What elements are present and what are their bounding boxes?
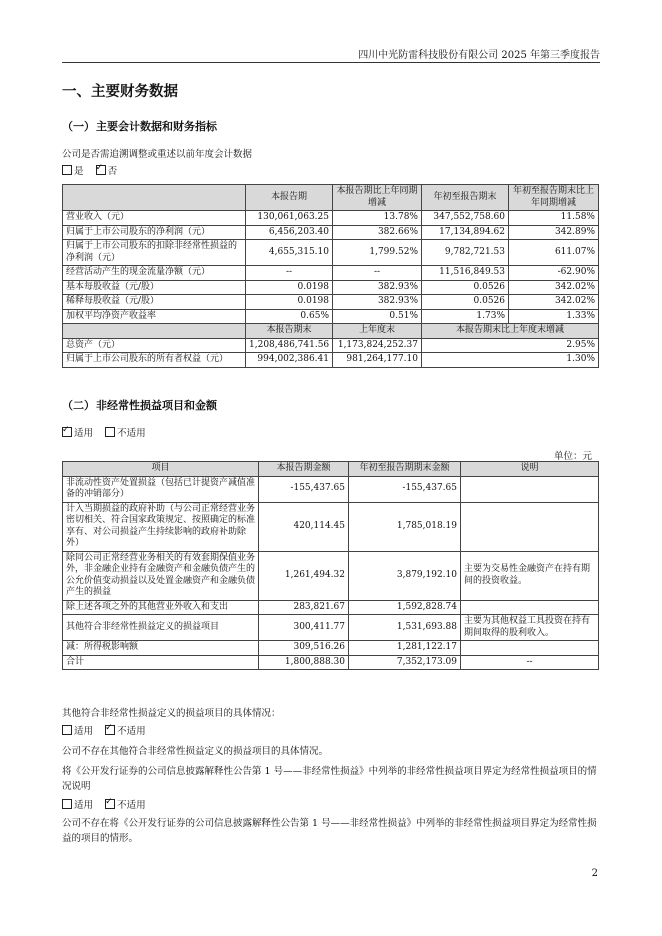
row-label: 加权平均净资产收益率 (63, 309, 246, 324)
row-label: 减：所得税影响额 (63, 641, 259, 656)
row-label: 营业收入（元） (63, 211, 246, 226)
checkbox-applicable-no[interactable] (105, 427, 115, 437)
table-cell: 1.73% (422, 309, 509, 324)
header-divider (62, 62, 600, 63)
checkbox-other-applicable[interactable] (62, 725, 72, 735)
table-cell: 2.95% (422, 338, 599, 353)
financial-indicators-table (62, 184, 599, 368)
other-not-applicable-label: 不适用 (117, 726, 146, 737)
table-cell (461, 600, 599, 615)
table-header-cell: 项目 (63, 462, 259, 477)
table-header-cell: 本报告期比上年同期增减 (333, 185, 422, 211)
subsection-title-1 (62, 118, 217, 134)
table-row (63, 295, 599, 310)
table-cell: 981,264,177.10 (333, 353, 422, 368)
table-cell: 420,114.45 (259, 502, 349, 551)
table-cell: 0.65% (246, 309, 333, 324)
reclass-title: 将《公开发行证券的公司信息披露解释性公告第 1 号——非经常性损益》中列举的非经常性损益项目界定为经常性损益项目的情况说明 (62, 766, 597, 792)
table-cell: 1,785,018.19 (349, 502, 461, 551)
checkbox-restate-yes[interactable] (62, 165, 72, 175)
checkbox-reclass-applicable[interactable] (62, 799, 72, 809)
table-cell: 1,531,693.88 (349, 615, 461, 641)
table-cell: 1,281,122.17 (349, 641, 461, 656)
section-title: 一、主要财务数据 (62, 84, 178, 100)
table-cell: 1,800,888.30 (259, 655, 349, 670)
table-cell: 347,552,758.60 (422, 211, 509, 226)
page-number: 2 (591, 868, 598, 879)
table-cell: 0.0198 (246, 280, 333, 295)
table-header-row (63, 324, 599, 339)
row-label: 合计 (63, 655, 259, 670)
table-header-cell: 说明 (461, 462, 599, 477)
row-label: 基本每股收益（元/股） (63, 280, 246, 295)
table-cell (461, 502, 599, 551)
row-label: 经营活动产生的现金流量净额（元） (63, 266, 246, 281)
checkbox-restate-no[interactable] (96, 165, 106, 175)
table-header-cell (63, 185, 246, 211)
applicable-options (62, 426, 146, 441)
table-cell: 611.07% (509, 240, 599, 266)
table-row (63, 502, 599, 551)
table-cell: 0.0526 (422, 295, 509, 310)
reclass-text: 公司不存在将《公开发行证券的公司信息披露解释性公告第 1 号——非经常性损益》中列举的非经常性损益项目界定为经常性损益的项目的情形。 (62, 818, 597, 844)
table-header-row (63, 462, 599, 477)
table-header-cell: 年初至报告期期末金额 (349, 462, 461, 477)
table-header-cell: 年初至报告期末比上年同期增减 (509, 185, 599, 211)
page-header (0, 40, 662, 64)
checkbox-reclass-not-applicable[interactable] (105, 799, 115, 809)
table-cell: 300,411.77 (259, 615, 349, 641)
restate-options (62, 164, 117, 179)
table-cell: 130,061,063.25 (246, 211, 333, 226)
subsection-title-2 (62, 397, 217, 413)
table-cell: 主要为其他权益工具投资在持有期间取得的股利收入。 (461, 615, 599, 641)
table-header-cell: 本报告期金额 (259, 462, 349, 477)
table-row (63, 309, 599, 324)
applicable-yes-label: 适用 (74, 428, 94, 439)
table-cell: 382.93% (333, 280, 422, 295)
empty-header-cell (63, 324, 246, 339)
table-row (63, 353, 599, 368)
table-cell: 6,456,203.40 (246, 225, 333, 240)
table-cell: -62.90% (509, 266, 599, 281)
table-header-cell: 本报告期末 (246, 324, 333, 339)
row-label: 归属于上市公司股东的净利润（元） (63, 225, 246, 240)
table-cell: 13.78% (333, 211, 422, 226)
table-cell (461, 476, 599, 502)
restate-yes-label: 是 (74, 166, 84, 177)
applicable-no-label: 不适用 (117, 428, 146, 439)
table-cell: 1,208,486,741.56 (246, 338, 333, 353)
table-row (63, 641, 599, 656)
table-cell: 主要为交易性金融资产在持有期间的投资收益。 (461, 551, 599, 600)
reclass-applicable-label: 适用 (74, 800, 94, 811)
table-row (63, 600, 599, 615)
subsection-number: （二） (62, 399, 95, 412)
table-cell: 0.0526 (422, 280, 509, 295)
table-cell: 342.89% (509, 225, 599, 240)
table-cell: 11,516,849.53 (422, 266, 509, 281)
reclass-options (62, 798, 146, 813)
table-cell: 1.30% (422, 353, 599, 368)
row-label: 除同公司正常经营业务相关的有效套期保值业务外，非金融企业持有金融资产和金融负债产生的公允价值变动损益以及处置金融资产和金融负债产生的损益 (63, 551, 259, 600)
header-title: 四川中光防雷科技股份有限公司 2025 年第三季度报告 (358, 50, 600, 61)
other-items-text: 公司不存在其他符合非经常性损益定义的损益项目的具体情况。 (62, 746, 329, 757)
table-row (63, 338, 599, 353)
table-cell: 309,516.26 (259, 641, 349, 656)
table-header-cell: 本报告期 (246, 185, 333, 211)
table-cell: 1,261,494.32 (259, 551, 349, 600)
table-cell: 11.58% (509, 211, 599, 226)
table-cell: 1,799.52% (333, 240, 422, 266)
table-cell: 342.02% (509, 295, 599, 310)
table-cell: 283,821.67 (259, 600, 349, 615)
table-cell: 17,134,894.62 (422, 225, 509, 240)
table-cell: -- (461, 655, 599, 670)
row-label: 总资产（元） (63, 338, 246, 353)
other-items-options (62, 724, 146, 739)
checkbox-applicable-yes[interactable] (62, 427, 72, 437)
table-header-cell: 上年度末 (333, 324, 422, 339)
table-row (63, 615, 599, 641)
non-recurring-items-table (62, 461, 599, 670)
reclass-not-applicable-label: 不适用 (117, 800, 146, 811)
table-cell: 382.66% (333, 225, 422, 240)
other-applicable-label: 适用 (74, 726, 94, 737)
table-cell: 9,782,721.53 (422, 240, 509, 266)
table-cell: -- (246, 266, 333, 281)
table-cell (461, 641, 599, 656)
subsection-label: 非经常性损益项目和金额 (96, 399, 217, 412)
row-label: 非流动性资产处置损益（包括已计提资产减值准备的冲销部分） (63, 476, 259, 502)
table-row (63, 211, 599, 226)
table-row (63, 551, 599, 600)
table-cell: 1,173,824,252.37 (333, 338, 422, 353)
table-row (63, 266, 599, 281)
table-cell: 1,592,828.74 (349, 600, 461, 615)
row-label: 归属于上市公司股东的所有者权益（元） (63, 353, 246, 368)
row-label: 除上述各项之外的其他营业外收入和支出 (63, 600, 259, 615)
table-cell: 0.51% (333, 309, 422, 324)
table-cell: 1.33% (509, 309, 599, 324)
restate-question: 公司是否需追溯调整或重述以前年度会计数据 (62, 149, 253, 160)
checkbox-other-not-applicable[interactable] (105, 725, 115, 735)
row-label: 稀释每股收益（元/股） (63, 295, 246, 310)
table-cell: 994,002,386.41 (246, 353, 333, 368)
table-cell: -155,437.65 (259, 476, 349, 502)
subsection-label: 主要会计数据和财务指标 (96, 120, 217, 133)
restate-no-label: 否 (107, 166, 118, 177)
row-label: 计入当期损益的政府补助（与公司正常经营业务密切相关、符合国家政策规定、按照确定的标准享有、对公司损益产生持续影响的政府补助除外） (63, 502, 259, 551)
table-cell: 0.0198 (246, 295, 333, 310)
table-cell: 4,655,315.10 (246, 240, 333, 266)
table-cell: 3,879,192.10 (349, 551, 461, 600)
row-label: 归属于上市公司股东的扣除非经常性损益的净利润（元） (63, 240, 246, 266)
table-row (63, 225, 599, 240)
table-row (63, 240, 599, 266)
table-row (63, 655, 599, 670)
unit-label: 单位：元 (553, 451, 592, 462)
table-row (63, 280, 599, 295)
table-cell: 7,352,173.09 (349, 655, 461, 670)
table-cell: 382.93% (333, 295, 422, 310)
table-header-row (63, 185, 599, 211)
table-cell: 342.02% (509, 280, 599, 295)
table-header-cell: 年初至报告期末 (422, 185, 509, 211)
table-header-cell: 本报告期末比上年度末增减 (422, 324, 599, 339)
table-row (63, 476, 599, 502)
table-cell: -155,437.65 (349, 476, 461, 502)
table-cell: -- (333, 266, 422, 281)
other-items-title: 其他符合非经常性损益定义的损益项目的具体情况： (62, 708, 281, 719)
subsection-number: （一） (62, 120, 95, 133)
row-label: 其他符合非经常性损益定义的损益项目 (63, 615, 259, 641)
